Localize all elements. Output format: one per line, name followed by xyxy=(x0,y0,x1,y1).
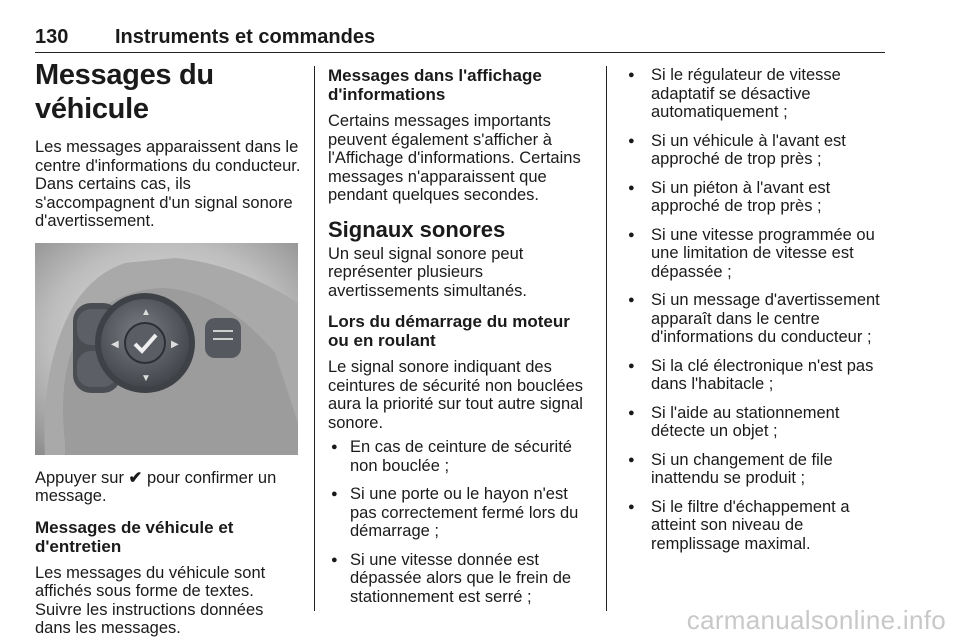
intro-paragraph: Les messages apparaissent dans le centre d'informations du conducteur. Dans certains cas, ils s'accompagnent d'un signal sonore d'avertissement. xyxy=(35,138,301,230)
sound-signals-paragraph: Un seul signal sonore peut représenter plusieurs avertissements simultanés. xyxy=(328,244,527,300)
list-item: ● Si un véhicule à l'avant est approché de trop près ; xyxy=(618,132,890,169)
section-title-engine-start: Lors du démarrage du moteur ou en roulant xyxy=(328,312,570,350)
svg-text:▼: ▼ xyxy=(141,372,151,384)
column-divider-1 xyxy=(314,66,315,611)
header-title: Instruments et commandes xyxy=(115,26,376,48)
steering-wheel-controls-image xyxy=(35,243,298,455)
info-display-paragraph: Certains messages importants peuvent également s'afficher à l'Affichage d'informations. Certains messages n'apparaissent que pendant quelques secondes. xyxy=(328,112,581,204)
column-divider-2 xyxy=(606,66,607,611)
watermark: carmanualsonline.info xyxy=(686,605,946,635)
svg-text:▲: ▲ xyxy=(141,306,151,318)
list-item: ● Si la clé électronique n'est pas dans l'habitacle ; xyxy=(618,357,890,394)
engine-start-paragraph: Le signal sonore indiquant des ceintures de sécurité non bouclées aura la priorité sur tout autre signal sonore. xyxy=(328,358,583,432)
bullet-list-col2 xyxy=(328,438,593,606)
column-1 xyxy=(35,58,303,638)
list-item: ● Si une vitesse donnée est dépassée alors que le frein de stationnement est serré ; xyxy=(328,551,593,607)
list-item: ● Si le filtre d'échappement a atteint son niveau de remplissage maximal. xyxy=(618,498,890,554)
list-item: ● Si un piéton à l'avant est approché de trop près ; xyxy=(618,179,890,216)
list-item: ● Si un message d'avertissement apparaît dans le centre d'informations du conducteur ; xyxy=(618,291,890,347)
list-item: ● Si le régulateur de vitesse adaptatif se désactive automatiquement ; xyxy=(618,66,890,122)
section-title-maintenance: Messages de véhicule et d'entretien xyxy=(35,517,234,556)
column-2 xyxy=(328,66,593,616)
svg-text:◀: ◀ xyxy=(111,338,119,350)
page-header xyxy=(35,22,885,53)
list-item: ● Si une porte ou le hayon n'est pas correctement fermé lors du démarrage ; xyxy=(328,485,593,541)
svg-text:▶: ▶ xyxy=(171,338,179,350)
checkmark-icon: ✔ xyxy=(128,468,143,487)
list-item: ● Si une vitesse programmée ou une limitation de vitesse est dépassée ; xyxy=(618,226,890,282)
list-item: ● Si un changement de file inattendu se produit ; xyxy=(618,451,890,488)
list-item: ● Si l'aide au stationnement détecte un objet ; xyxy=(618,404,890,441)
section-title-sound-signals: Signaux sonores xyxy=(328,216,506,242)
page-number: 130 xyxy=(35,26,69,48)
confirm-paragraph: Appuyer sur ✔ pour confirmer un message. xyxy=(35,468,277,505)
section-title-vehicle-messages: Messages du véhicule xyxy=(35,59,214,125)
section-title-info-display: Messages dans l'affichage d'informations xyxy=(328,66,542,104)
bullet-list-col3 xyxy=(618,66,890,553)
column-3 xyxy=(618,66,890,563)
list-item: ● En cas de ceinture de sécurité non bouclée ; xyxy=(328,438,593,475)
maintenance-paragraph: Les messages du véhicule sont affichés sous forme de textes. Suivre les instructions données dans les messages. xyxy=(35,563,266,637)
